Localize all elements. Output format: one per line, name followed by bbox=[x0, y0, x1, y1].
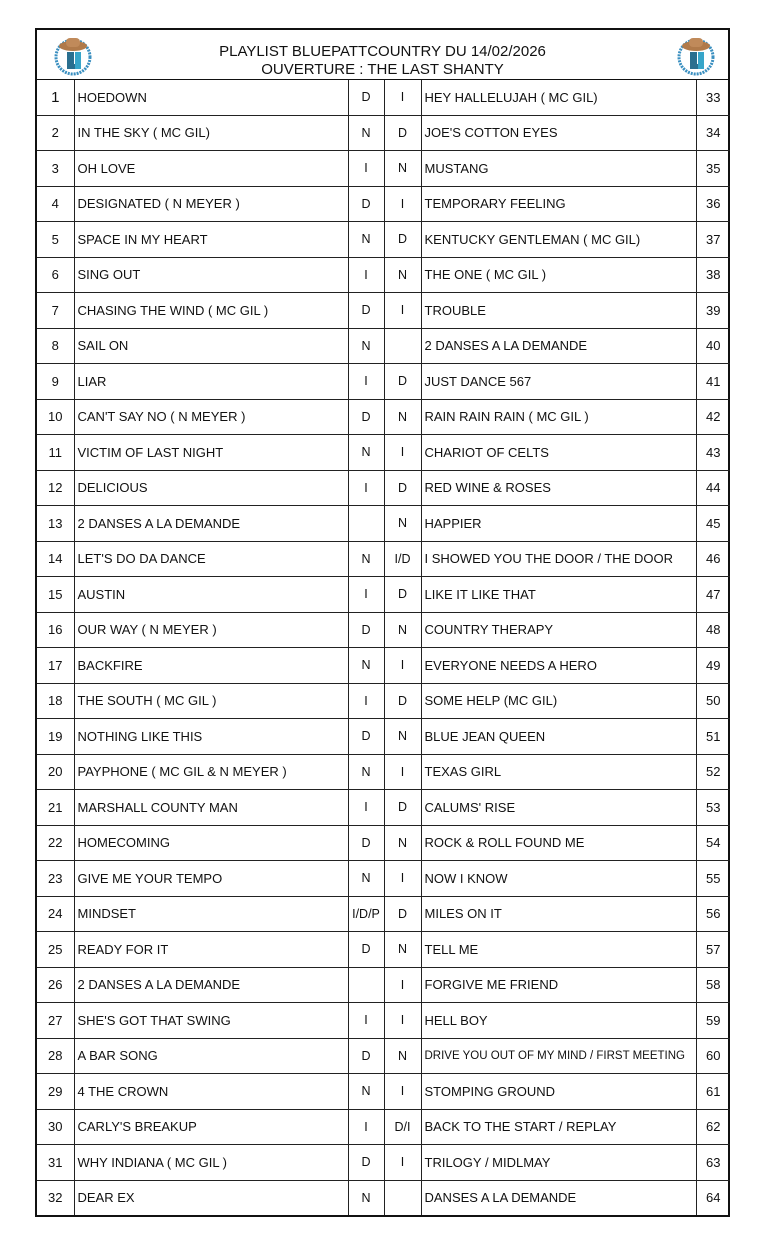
level-right: D bbox=[384, 364, 421, 400]
level-right: I bbox=[384, 648, 421, 684]
row-number-right: 35 bbox=[696, 151, 730, 187]
song-right: SOME HELP (MC GIL) bbox=[421, 683, 696, 719]
row-number-right: 60 bbox=[696, 1038, 730, 1074]
song-right: I SHOWED YOU THE DOOR / THE DOOR bbox=[421, 541, 696, 577]
row-number-right: 54 bbox=[696, 825, 730, 861]
row-number-right: 46 bbox=[696, 541, 730, 577]
table-row bbox=[37, 257, 730, 293]
table-row bbox=[37, 1074, 730, 1110]
song-left: SPACE IN MY HEART bbox=[74, 222, 348, 258]
level-left: D bbox=[348, 1145, 384, 1181]
song-left: SAIL ON bbox=[74, 328, 348, 364]
song-right: HELL BOY bbox=[421, 1003, 696, 1039]
song-right: STOMPING GROUND bbox=[421, 1074, 696, 1110]
song-right: RED WINE & ROSES bbox=[421, 470, 696, 506]
row-number-left: 29 bbox=[37, 1074, 74, 1110]
song-right: NOW I KNOW bbox=[421, 861, 696, 897]
table-row bbox=[37, 790, 730, 826]
level-left: N bbox=[348, 541, 384, 577]
song-left: A BAR SONG bbox=[74, 1038, 348, 1074]
row-number-left: 19 bbox=[37, 719, 74, 755]
row-number-left: 27 bbox=[37, 1003, 74, 1039]
row-number-right: 38 bbox=[696, 257, 730, 293]
level-left: I bbox=[348, 1003, 384, 1039]
row-number-left: 17 bbox=[37, 648, 74, 684]
row-number-left: 24 bbox=[37, 896, 74, 932]
song-left: PAYPHONE ( MC GIL & N MEYER ) bbox=[74, 754, 348, 790]
row-number-right: 43 bbox=[696, 435, 730, 471]
table-row bbox=[37, 151, 730, 187]
song-left: READY FOR IT bbox=[74, 932, 348, 968]
row-number-left: 26 bbox=[37, 967, 74, 1003]
row-number-right: 41 bbox=[696, 364, 730, 400]
row-number-left: 10 bbox=[37, 399, 74, 435]
song-right: 2 DANSES A LA DEMANDE bbox=[421, 328, 696, 364]
row-number-left: 3 bbox=[37, 151, 74, 187]
level-left: I bbox=[348, 364, 384, 400]
table-row bbox=[37, 435, 730, 471]
row-number-right: 51 bbox=[696, 719, 730, 755]
row-number-left: 18 bbox=[37, 683, 74, 719]
table-row bbox=[37, 754, 730, 790]
song-right: ROCK & ROLL FOUND ME bbox=[421, 825, 696, 861]
song-right: JOE'S COTTON EYES bbox=[421, 115, 696, 151]
level-right: I/D bbox=[384, 541, 421, 577]
song-left: DELICIOUS bbox=[74, 470, 348, 506]
level-right: D/I bbox=[384, 1109, 421, 1145]
level-right: I bbox=[384, 186, 421, 222]
song-left: CHASING THE WIND ( MC GIL ) bbox=[74, 293, 348, 329]
level-right: N bbox=[384, 506, 421, 542]
row-number-right: 52 bbox=[696, 754, 730, 790]
row-number-right: 58 bbox=[696, 967, 730, 1003]
song-right: COUNTRY THERAPY bbox=[421, 612, 696, 648]
table-row bbox=[37, 222, 730, 258]
row-number-left: 11 bbox=[37, 435, 74, 471]
row-number-left: 31 bbox=[37, 1145, 74, 1181]
table-row bbox=[37, 896, 730, 932]
song-left: BACKFIRE bbox=[74, 648, 348, 684]
level-right: D bbox=[384, 896, 421, 932]
table-row bbox=[37, 506, 730, 542]
song-left: MINDSET bbox=[74, 896, 348, 932]
row-number-right: 37 bbox=[696, 222, 730, 258]
row-number-left: 13 bbox=[37, 506, 74, 542]
table-row bbox=[37, 1109, 730, 1145]
level-right: D bbox=[384, 577, 421, 613]
level-right: I bbox=[384, 861, 421, 897]
song-left: VICTIM OF LAST NIGHT bbox=[74, 435, 348, 471]
playlist-title: PLAYLIST BLUEPATTCOUNTRY DU 14/02/2026 bbox=[219, 43, 546, 60]
row-number-left: 8 bbox=[37, 328, 74, 364]
row-number-right: 34 bbox=[696, 115, 730, 151]
level-left: D bbox=[348, 293, 384, 329]
row-number-left: 22 bbox=[37, 825, 74, 861]
level-left: I bbox=[348, 151, 384, 187]
row-number-right: 39 bbox=[696, 293, 730, 329]
song-right: TEMPORARY FEELING bbox=[421, 186, 696, 222]
level-right: N bbox=[384, 932, 421, 968]
level-right: N bbox=[384, 719, 421, 755]
song-right: CALUMS' RISE bbox=[421, 790, 696, 826]
table-row bbox=[37, 648, 730, 684]
song-left: GIVE ME YOUR TEMPO bbox=[74, 861, 348, 897]
row-number-left: 6 bbox=[37, 257, 74, 293]
level-left: N bbox=[348, 115, 384, 151]
row-number-left: 12 bbox=[37, 470, 74, 506]
song-left: LIAR bbox=[74, 364, 348, 400]
level-left bbox=[348, 967, 384, 1003]
row-number-left: 23 bbox=[37, 861, 74, 897]
song-left: MARSHALL COUNTY MAN bbox=[74, 790, 348, 826]
level-left: N bbox=[348, 1074, 384, 1110]
song-left: SING OUT bbox=[74, 257, 348, 293]
song-right: TEXAS GIRL bbox=[421, 754, 696, 790]
level-left: D bbox=[348, 612, 384, 648]
level-left: I/D/P bbox=[348, 896, 384, 932]
level-left: D bbox=[348, 1038, 384, 1074]
table-row bbox=[37, 612, 730, 648]
row-number-left: 21 bbox=[37, 790, 74, 826]
row-number-right: 49 bbox=[696, 648, 730, 684]
level-left: N bbox=[348, 861, 384, 897]
row-number-right: 55 bbox=[696, 861, 730, 897]
level-left: I bbox=[348, 683, 384, 719]
table-row bbox=[37, 470, 730, 506]
row-number-left: 14 bbox=[37, 541, 74, 577]
table-row bbox=[37, 825, 730, 861]
row-number-right: 42 bbox=[696, 399, 730, 435]
table-row bbox=[37, 293, 730, 329]
level-left: I bbox=[348, 790, 384, 826]
table-row bbox=[37, 1180, 730, 1215]
row-number-left: 2 bbox=[37, 115, 74, 151]
table-row bbox=[37, 577, 730, 613]
song-left: CAN'T SAY NO ( N MEYER ) bbox=[74, 399, 348, 435]
song-right: BACK TO THE START / REPLAY bbox=[421, 1109, 696, 1145]
song-left: OH LOVE bbox=[74, 151, 348, 187]
song-right: DRIVE YOU OUT OF MY MIND / FIRST MEETING bbox=[421, 1038, 696, 1074]
level-left: D bbox=[348, 932, 384, 968]
level-left: D bbox=[348, 80, 384, 115]
level-right: N bbox=[384, 1038, 421, 1074]
level-left bbox=[348, 506, 384, 542]
row-number-right: 36 bbox=[696, 186, 730, 222]
level-left: I bbox=[348, 257, 384, 293]
row-number-left: 32 bbox=[37, 1180, 74, 1215]
song-left: NOTHING LIKE THIS bbox=[74, 719, 348, 755]
level-right: I bbox=[384, 293, 421, 329]
level-right: D bbox=[384, 470, 421, 506]
song-left: AUSTIN bbox=[74, 577, 348, 613]
level-left: D bbox=[348, 719, 384, 755]
level-right: I bbox=[384, 1145, 421, 1181]
song-right: TRILOGY / MIDLMAY bbox=[421, 1145, 696, 1181]
level-right bbox=[384, 328, 421, 364]
level-right: D bbox=[384, 790, 421, 826]
song-left: DESIGNATED ( N MEYER ) bbox=[74, 186, 348, 222]
row-number-left: 9 bbox=[37, 364, 74, 400]
level-left: I bbox=[348, 1109, 384, 1145]
song-right: CHARIOT OF CELTS bbox=[421, 435, 696, 471]
table-row bbox=[37, 115, 730, 151]
row-number-right: 56 bbox=[696, 896, 730, 932]
table-row bbox=[37, 932, 730, 968]
song-left: WHY INDIANA ( MC GIL ) bbox=[74, 1145, 348, 1181]
table-row bbox=[37, 80, 730, 115]
table-row bbox=[37, 861, 730, 897]
song-left: OUR WAY ( N MEYER ) bbox=[74, 612, 348, 648]
song-left: 2 DANSES A LA DEMANDE bbox=[74, 967, 348, 1003]
row-number-left: 4 bbox=[37, 186, 74, 222]
level-right: D bbox=[384, 222, 421, 258]
row-number-left: 15 bbox=[37, 577, 74, 613]
song-right: MUSTANG bbox=[421, 151, 696, 187]
row-number-right: 57 bbox=[696, 932, 730, 968]
playlist-header bbox=[37, 30, 728, 80]
song-right: LIKE IT LIKE THAT bbox=[421, 577, 696, 613]
row-number-left: 7 bbox=[37, 293, 74, 329]
row-number-right: 47 bbox=[696, 577, 730, 613]
level-left: I bbox=[348, 470, 384, 506]
song-right: BLUE JEAN QUEEN bbox=[421, 719, 696, 755]
level-right: I bbox=[384, 435, 421, 471]
row-number-left: 30 bbox=[37, 1109, 74, 1145]
song-right: JUST DANCE 567 bbox=[421, 364, 696, 400]
song-left: DEAR EX bbox=[74, 1180, 348, 1215]
row-number-left: 28 bbox=[37, 1038, 74, 1074]
row-number-right: 50 bbox=[696, 683, 730, 719]
song-right: KENTUCKY GENTLEMAN ( MC GIL) bbox=[421, 222, 696, 258]
playlist-table bbox=[37, 80, 730, 1215]
row-number-right: 53 bbox=[696, 790, 730, 826]
song-left: 2 DANSES A LA DEMANDE bbox=[74, 506, 348, 542]
row-number-right: 33 bbox=[696, 80, 730, 115]
song-left: CARLY'S BREAKUP bbox=[74, 1109, 348, 1145]
row-number-right: 59 bbox=[696, 1003, 730, 1039]
row-number-right: 44 bbox=[696, 470, 730, 506]
row-number-right: 62 bbox=[696, 1109, 730, 1145]
table-row bbox=[37, 541, 730, 577]
song-left: HOEDOWN bbox=[74, 80, 348, 115]
song-left: SHE'S GOT THAT SWING bbox=[74, 1003, 348, 1039]
level-right: I bbox=[384, 1074, 421, 1110]
level-left: D bbox=[348, 825, 384, 861]
song-left: 4 THE CROWN bbox=[74, 1074, 348, 1110]
level-right: N bbox=[384, 825, 421, 861]
table-row bbox=[37, 719, 730, 755]
row-number-right: 40 bbox=[696, 328, 730, 364]
song-right: RAIN RAIN RAIN ( MC GIL ) bbox=[421, 399, 696, 435]
song-left: IN THE SKY ( MC GIL) bbox=[74, 115, 348, 151]
song-right: DANSES A LA DEMANDE bbox=[421, 1180, 696, 1215]
level-right: N bbox=[384, 399, 421, 435]
playlist-sheet bbox=[35, 28, 730, 1217]
level-left: I bbox=[348, 577, 384, 613]
row-number-right: 45 bbox=[696, 506, 730, 542]
level-left: N bbox=[348, 754, 384, 790]
song-right: FORGIVE ME FRIEND bbox=[421, 967, 696, 1003]
row-number-left: 20 bbox=[37, 754, 74, 790]
opening-song: OUVERTURE : THE LAST SHANTY bbox=[261, 61, 504, 78]
level-left: D bbox=[348, 399, 384, 435]
song-left: LET'S DO DA DANCE bbox=[74, 541, 348, 577]
song-right: EVERYONE NEEDS A HERO bbox=[421, 648, 696, 684]
table-row bbox=[37, 364, 730, 400]
level-left: N bbox=[348, 435, 384, 471]
level-right: N bbox=[384, 151, 421, 187]
song-right: MILES ON IT bbox=[421, 896, 696, 932]
table-row bbox=[37, 186, 730, 222]
row-number-left: 25 bbox=[37, 932, 74, 968]
level-left: D bbox=[348, 186, 384, 222]
song-left: HOMECOMING bbox=[74, 825, 348, 861]
level-right: N bbox=[384, 257, 421, 293]
table-row bbox=[37, 328, 730, 364]
level-left: N bbox=[348, 1180, 384, 1215]
level-right: I bbox=[384, 754, 421, 790]
level-right: I bbox=[384, 1003, 421, 1039]
level-right bbox=[384, 1180, 421, 1215]
row-number-left: 5 bbox=[37, 222, 74, 258]
bluepattcountry-logo-icon bbox=[674, 34, 718, 76]
song-left: THE SOUTH ( MC GIL ) bbox=[74, 683, 348, 719]
row-number-right: 48 bbox=[696, 612, 730, 648]
level-right: I bbox=[384, 80, 421, 115]
table-row bbox=[37, 1038, 730, 1074]
song-right: TROUBLE bbox=[421, 293, 696, 329]
table-row bbox=[37, 683, 730, 719]
row-number-right: 61 bbox=[696, 1074, 730, 1110]
level-right: I bbox=[384, 967, 421, 1003]
row-number-left: 16 bbox=[37, 612, 74, 648]
table-row bbox=[37, 1145, 730, 1181]
level-right: D bbox=[384, 115, 421, 151]
row-number-right: 63 bbox=[696, 1145, 730, 1181]
song-right: THE ONE ( MC GIL ) bbox=[421, 257, 696, 293]
row-number-right: 64 bbox=[696, 1180, 730, 1215]
row-number-left: 1 bbox=[37, 80, 74, 115]
song-right: HAPPIER bbox=[421, 506, 696, 542]
song-right: HEY HALLELUJAH ( MC GIL) bbox=[421, 80, 696, 115]
level-left: N bbox=[348, 328, 384, 364]
level-left: N bbox=[348, 222, 384, 258]
table-row bbox=[37, 399, 730, 435]
table-row bbox=[37, 967, 730, 1003]
level-right: D bbox=[384, 683, 421, 719]
level-right: N bbox=[384, 612, 421, 648]
song-right: TELL ME bbox=[421, 932, 696, 968]
level-left: N bbox=[348, 648, 384, 684]
table-row bbox=[37, 1003, 730, 1039]
